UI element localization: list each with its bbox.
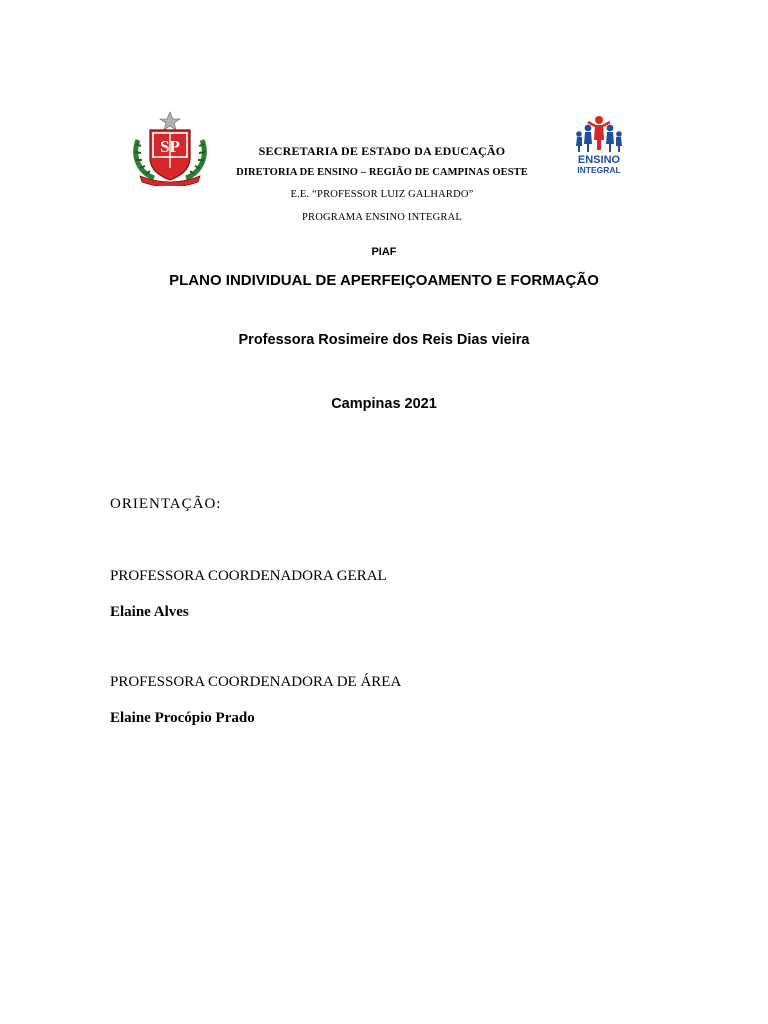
document-acronym: PIAF <box>371 246 397 258</box>
header-escola: E.E. “PROFESSOR LUIZ GALHARDO” <box>290 189 474 200</box>
document-author: Professora Rosimeire dos Reis Dias vieira <box>238 332 530 348</box>
role-coordenadora-area: PROFESSORA COORDENADORA DE ÁREA <box>110 674 402 690</box>
orientation-heading: ORIENTAÇÃO: <box>110 496 222 512</box>
header-diretoria: DIRETORIA DE ENSINO – REGIÃO DE CAMPINAS OESTE <box>236 167 528 178</box>
logo-text-integral: INTEGRAL <box>577 165 621 175</box>
header-programa: PROGRAMA ENSINO INTEGRAL <box>302 212 462 223</box>
name-coordenadora-area: Elaine Procópio Prado <box>110 710 255 726</box>
ensino-integral-logo-icon <box>568 114 630 176</box>
logo-text-ensino: ENSINO <box>577 154 621 166</box>
document-place-year: Campinas 2021 <box>331 396 437 412</box>
role-coordenadora-geral: PROFESSORA COORDENADORA GERAL <box>110 568 387 584</box>
coat-of-arms-text: SP <box>160 137 180 156</box>
header-secretaria: SECRETARIA DE ESTADO DA EDUCAÇÃO <box>258 144 506 158</box>
document-title: PLANO INDIVIDUAL DE APERFEIÇOAMENTO E FORMAÇÃO <box>169 272 599 289</box>
name-coordenadora-geral: Elaine Alves <box>110 604 189 620</box>
sao-paulo-coat-of-arms-icon <box>130 110 210 186</box>
